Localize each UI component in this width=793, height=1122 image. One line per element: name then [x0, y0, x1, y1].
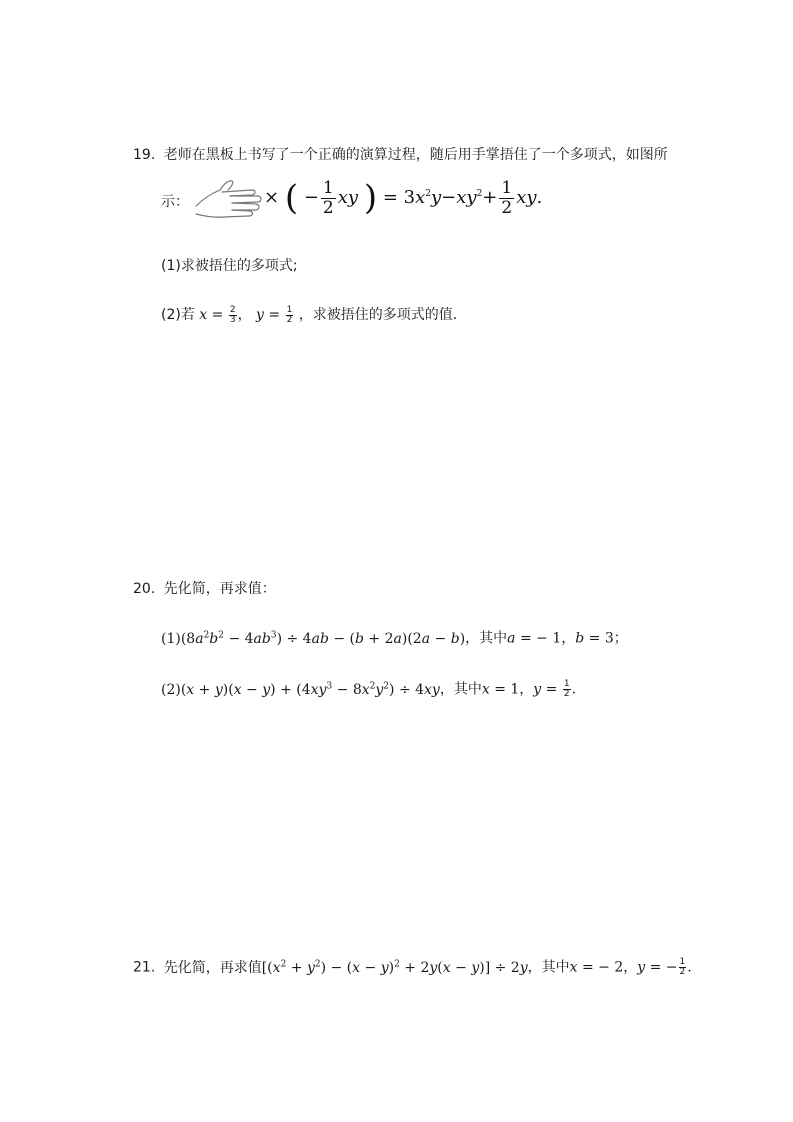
q19-part2-prefix: (2)若 [161, 307, 195, 323]
q19-part1: (1)求被捂住的多项式; [161, 258, 298, 274]
q19-part2: (2)若 x = $\frac{2}{3}$ ， y = $\frac{1}{2}$ ，求被捂住的多项式的值． [161, 304, 467, 325]
q19-equation: × ( − $\frac{1}{2}$ xy ) = $3x^2y-xy^2+$ $\frac{1}{2}$ xy. [264, 177, 543, 218]
q20-stem: 先化简，再求值： [163, 581, 276, 597]
q19-stem-cont: 示： [161, 194, 189, 210]
q20-part1-condition: ，其中 [465, 630, 508, 647]
q19-stem-line [133, 145, 668, 165]
q21-stem: 先化简，再求值 [163, 959, 262, 976]
q20-part1: $(1)(8a^2b^2 - 4ab^3) \div 4ab - (b + 2a)(2a - b)$，其中a = − 1，b = 3； [161, 630, 628, 647]
q19-number: 19. [133, 147, 156, 163]
q21-line: 21. 先化简，再求值$[(x^2 + y^2) - (x - y)^2 + 2y(x - y)] \div 2y$，其中x = − 2，y = − $\frac{1}{2}$ . [133, 957, 692, 978]
q19-stem: 老师在黑板上书写了一个正确的演算过程，随后用手掌捂住了一个多项式，如图所 [163, 147, 668, 163]
q21-number: 21. [133, 959, 156, 976]
q20-number: 20. [133, 581, 156, 597]
q20-stem-line [133, 579, 276, 599]
q20-part2: $(2)(x + y)(x - y) + (4xy^3 - 8x^2y^2) \div 4xy$，其中x = 1，y = $\frac{1}{2}$ . [161, 679, 577, 700]
q20-part2-condition: ，其中 [439, 681, 482, 698]
hand-icon [192, 176, 264, 222]
q19-part2-suffix: ，求被捂住的多项式的值． [298, 307, 467, 323]
q21-condition: ，其中 [527, 959, 570, 976]
